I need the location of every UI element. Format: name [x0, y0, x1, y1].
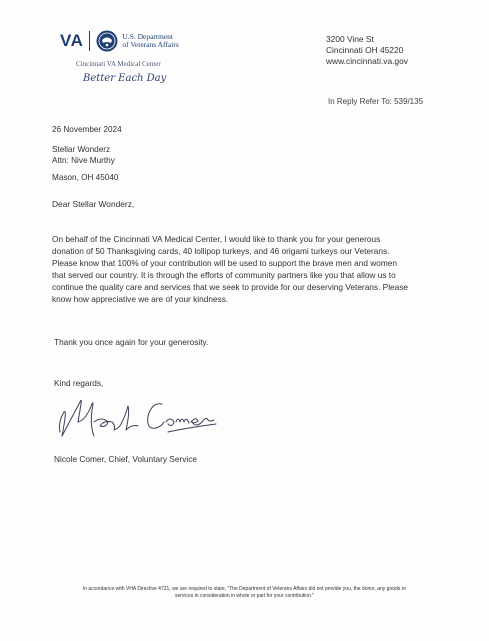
letter-date: 26 November 2024 — [52, 125, 122, 134]
dept-line-1: U.S. Department — [122, 32, 173, 41]
department-name — [122, 33, 178, 49]
signer-name-title: Nicole Comer, Chief, Voluntary Service — [54, 454, 197, 464]
closing: Kind regards, — [54, 378, 104, 388]
footer-line-2: services in consideration in whole or part for your contribution." — [174, 593, 315, 599]
disclaimer-footer — [48, 586, 441, 600]
salutation: Dear Stellar Wonderz, — [52, 199, 135, 209]
va-logo — [60, 30, 179, 52]
paragraph-line: Please know that 100% of your contribution will be used to support the brave men and women — [52, 258, 397, 269]
paragraph-line: continue the quality care and services that we seek to provide for our deserving Veterans. Please — [52, 282, 409, 293]
paragraph-line: that served our country. It is through the efforts of community partners like you that allow us to — [52, 270, 396, 281]
dept-line-2: of Veterans Affairs — [122, 40, 179, 49]
address-street: 3200 Vine St — [326, 34, 374, 44]
thanks-line: Thank you once again for your generosity. — [54, 337, 209, 347]
paragraph-line: On behalf of the Cincinnati VA Medical Center, I would like to thank you for your generous — [52, 234, 381, 244]
va-seal-icon — [96, 30, 118, 52]
signature-image — [56, 392, 231, 450]
reply-reference: In Reply Refer To: 539/135 — [328, 97, 424, 106]
paragraph-line: know how appreciative we are of your kindness. — [52, 294, 229, 305]
paragraph-line: donation of 50 Thanksgiving cards, 40 lollipop turkeys, and 46 origami turkeys our Veterans. — [52, 246, 390, 257]
recipient-attn: Attn: Nive Murthy — [52, 156, 115, 165]
logo-divider — [89, 31, 90, 51]
tagline: Better Each Day — [83, 73, 167, 84]
recipient-city: Mason, OH 45040 — [52, 173, 119, 182]
return-address — [326, 34, 408, 67]
medical-center-name: Cincinnati VA Medical Center — [76, 60, 161, 68]
website-link: www.cincinnati.va.gov — [326, 56, 408, 66]
recipient-block — [52, 144, 115, 166]
body-paragraph — [52, 233, 452, 306]
va-logo-letters: VA — [60, 31, 84, 50]
address-city: Cincinnati OH 45220 — [326, 45, 404, 55]
footer-line-1: In accordance with VHA Directive 4721, we are required to state, "The Department of Veterans Affairs did not provide you, the donor, any goods or — [82, 586, 407, 592]
recipient-name: Stellar Wonderz — [52, 145, 111, 154]
